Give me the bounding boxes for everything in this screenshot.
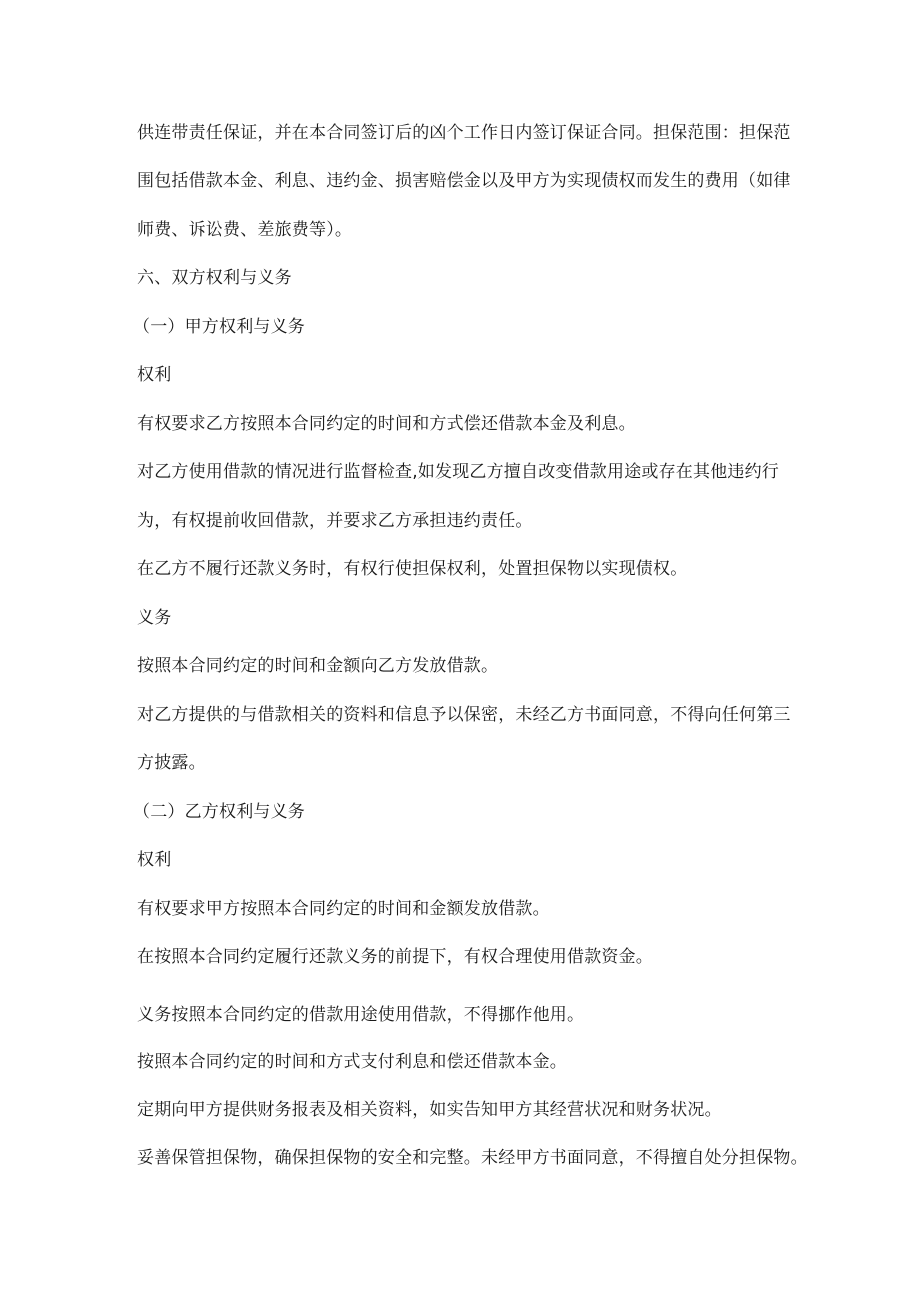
paragraph-line: 义务按照本合同约定的借款用途使用借款，不得挪作他用。 <box>137 1005 585 1025</box>
paragraph-line: 在乙方不履行还款义务时，有权行使担保权利，处置担保物以实现债权。 <box>137 559 688 579</box>
paragraph-line: 师费、诉讼费、差旅费等）。 <box>137 220 353 240</box>
paragraph-line: 围包括借款本金、利息、违约金、损害赔偿金以及甲方为实现债权而发生的费用（如律 <box>137 171 791 191</box>
subsection-heading: （二）乙方权利与义务 <box>133 802 305 822</box>
rights-heading: 权利 <box>137 365 172 385</box>
paragraph-line: 有权要求乙方按照本合同约定的时间和方式偿还借款本金及利息。 <box>137 414 636 434</box>
paragraph-line: 在按照本合同约定履行还款义务的前提下，有权合理使用借款资金。 <box>137 947 653 967</box>
paragraph-line: 对乙方使用借款的情况进行监督检查,如发现乙方擅自改变借款用途或存在其他违约行 <box>137 462 780 482</box>
paragraph-line: 定期向甲方提供财务报表及相关资料，如实告知甲方其经营状况和财务状况。 <box>137 1100 722 1120</box>
section-heading: 六、双方权利与义务 <box>137 268 292 288</box>
paragraph-line: 供连带责任保证，并在本合同签订后的凶个工作日内签订保证合同。担保范围：担保范 <box>137 123 791 143</box>
paragraph-line: 对乙方提供的与借款相关的资料和信息予以保密，未经乙方书面同意，不得向任何第三 <box>137 705 791 725</box>
paragraph-line: 妥善保管担保物，确保担保物的安全和完整。未经甲方书面同意，不得擅自处分担保物。 <box>137 1148 808 1168</box>
obligations-heading: 义务 <box>137 608 172 628</box>
paragraph-line: 按照本合同约定的时间和金额向乙方发放借款。 <box>137 656 499 676</box>
rights-heading: 权利 <box>137 850 172 870</box>
paragraph-line: 方披露。 <box>137 753 206 773</box>
paragraph-line: 有权要求甲方按照本合同约定的时间和金额发放借款。 <box>137 899 550 919</box>
paragraph-line: 按照本合同约定的时间和方式支付利息和偿还借款本金。 <box>137 1052 567 1072</box>
paragraph-line: 为，有权提前收回借款，并要求乙方承担违约责任。 <box>137 511 533 531</box>
subsection-heading: （一）甲方权利与义务 <box>133 317 305 337</box>
